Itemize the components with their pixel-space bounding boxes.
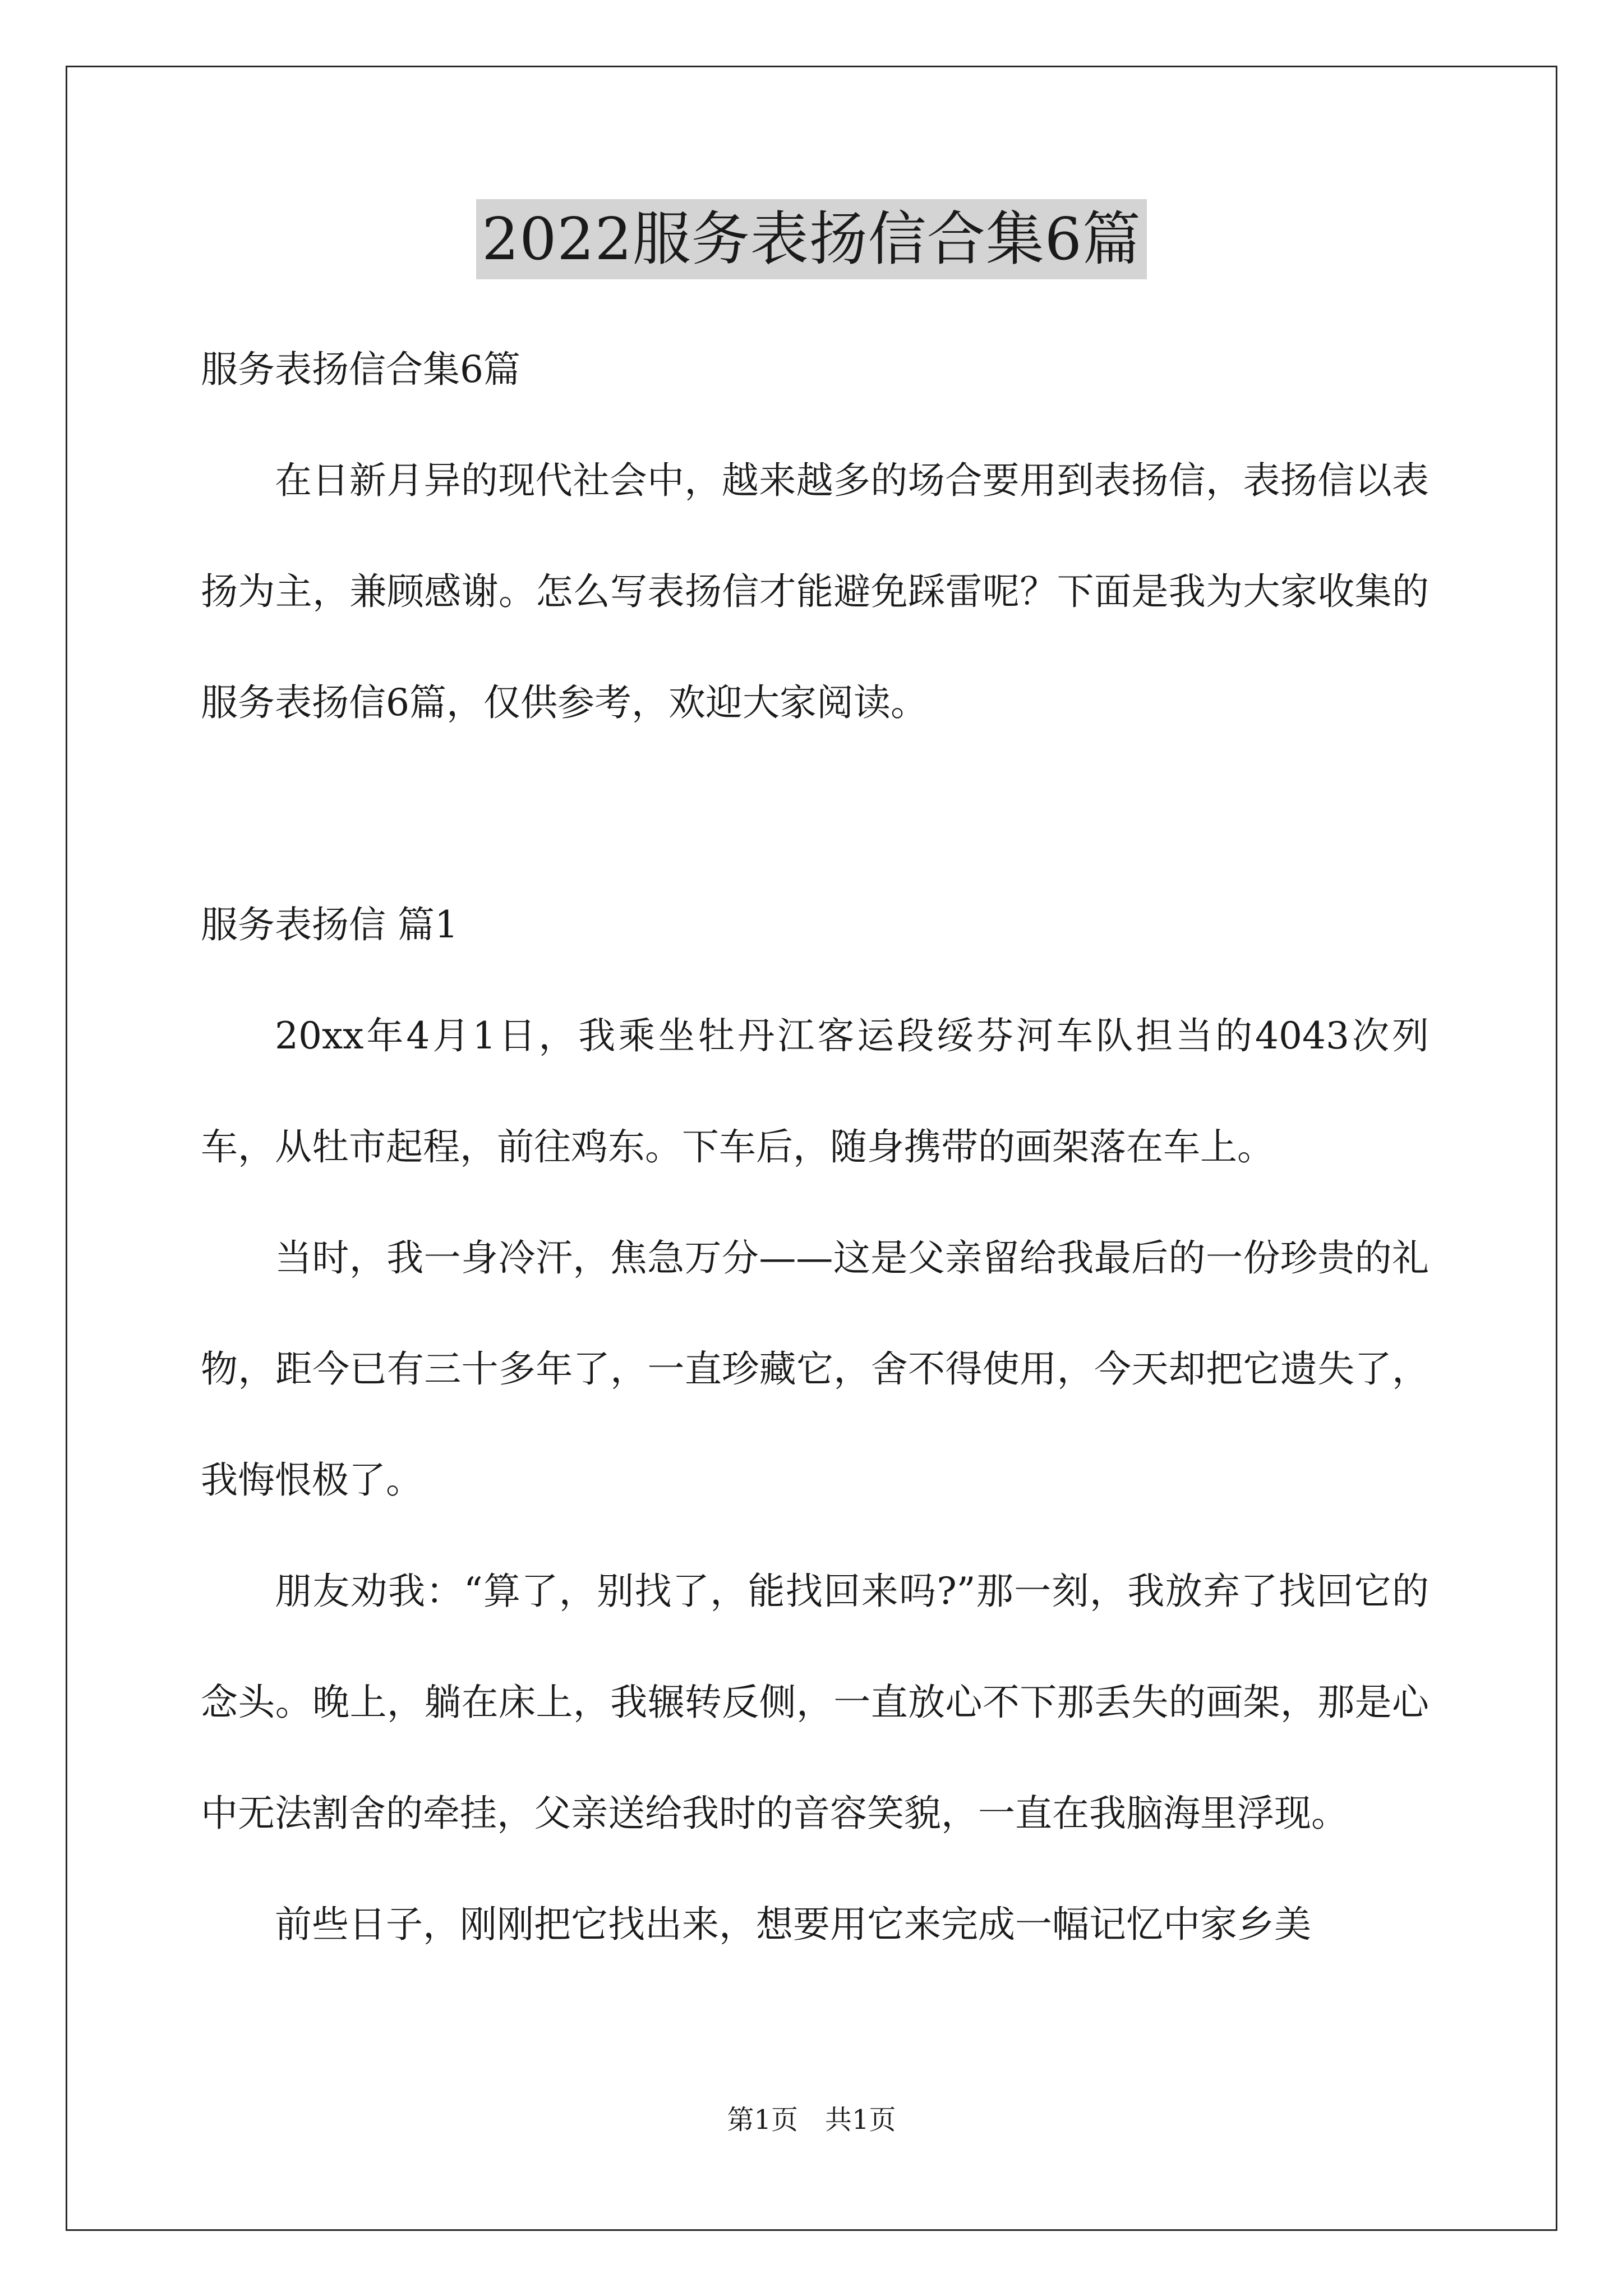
- body-paragraph: 当时，我一身冷汗，焦急万分——这是父亲留给我最后的一份珍贵的礼物，距今已有三十多年了，一直珍藏它，舍不得使用，今天却把它遗失了，我悔恨极了。: [201, 1236, 1429, 1502]
- section-heading: 服务表扬信 篇1: [201, 903, 458, 946]
- intro-paragraph: 在日新月异的现代社会中，越来越多的场合要用到表扬信，表扬信以表扬为主，兼顾感谢。怎么写表扬信才能避免踩雷呢？下面是我为大家收集的服务表扬信6篇，仅供参考，欢迎大家阅读。: [201, 459, 1429, 724]
- page-footer: 第1页 共1页: [727, 2104, 896, 2136]
- document-body: [201, 314, 1429, 1980]
- document-title: 2022服务表扬信合集6篇: [476, 199, 1147, 279]
- title-container: [0, 199, 1623, 279]
- body-paragraph: 前些日子，刚刚把它找出来，想要用它来完成一幅记忆中家乡美: [275, 1903, 1311, 1946]
- section-gap: [201, 758, 1429, 869]
- body-paragraph: 20xx年4月1日，我乘坐牡丹江客运段绥芬河车队担当的4043次列车，从牡市起程，前往鸡东。下车后，随身携带的画架落在车上。: [201, 1014, 1429, 1168]
- document-subtitle: 服务表扬信合集6篇: [201, 348, 520, 391]
- body-paragraph: 朋友劝我：“算了，别找了，能找回来吗?”那一刻，我放弃了找回它的念头。晚上，躺在床上，我辗转反侧，一直放心不下那丢失的画架，那是心中无法割舍的牵挂，父亲送给我时的音容笑貌，一直在我脑海里浮现。: [201, 1570, 1429, 1835]
